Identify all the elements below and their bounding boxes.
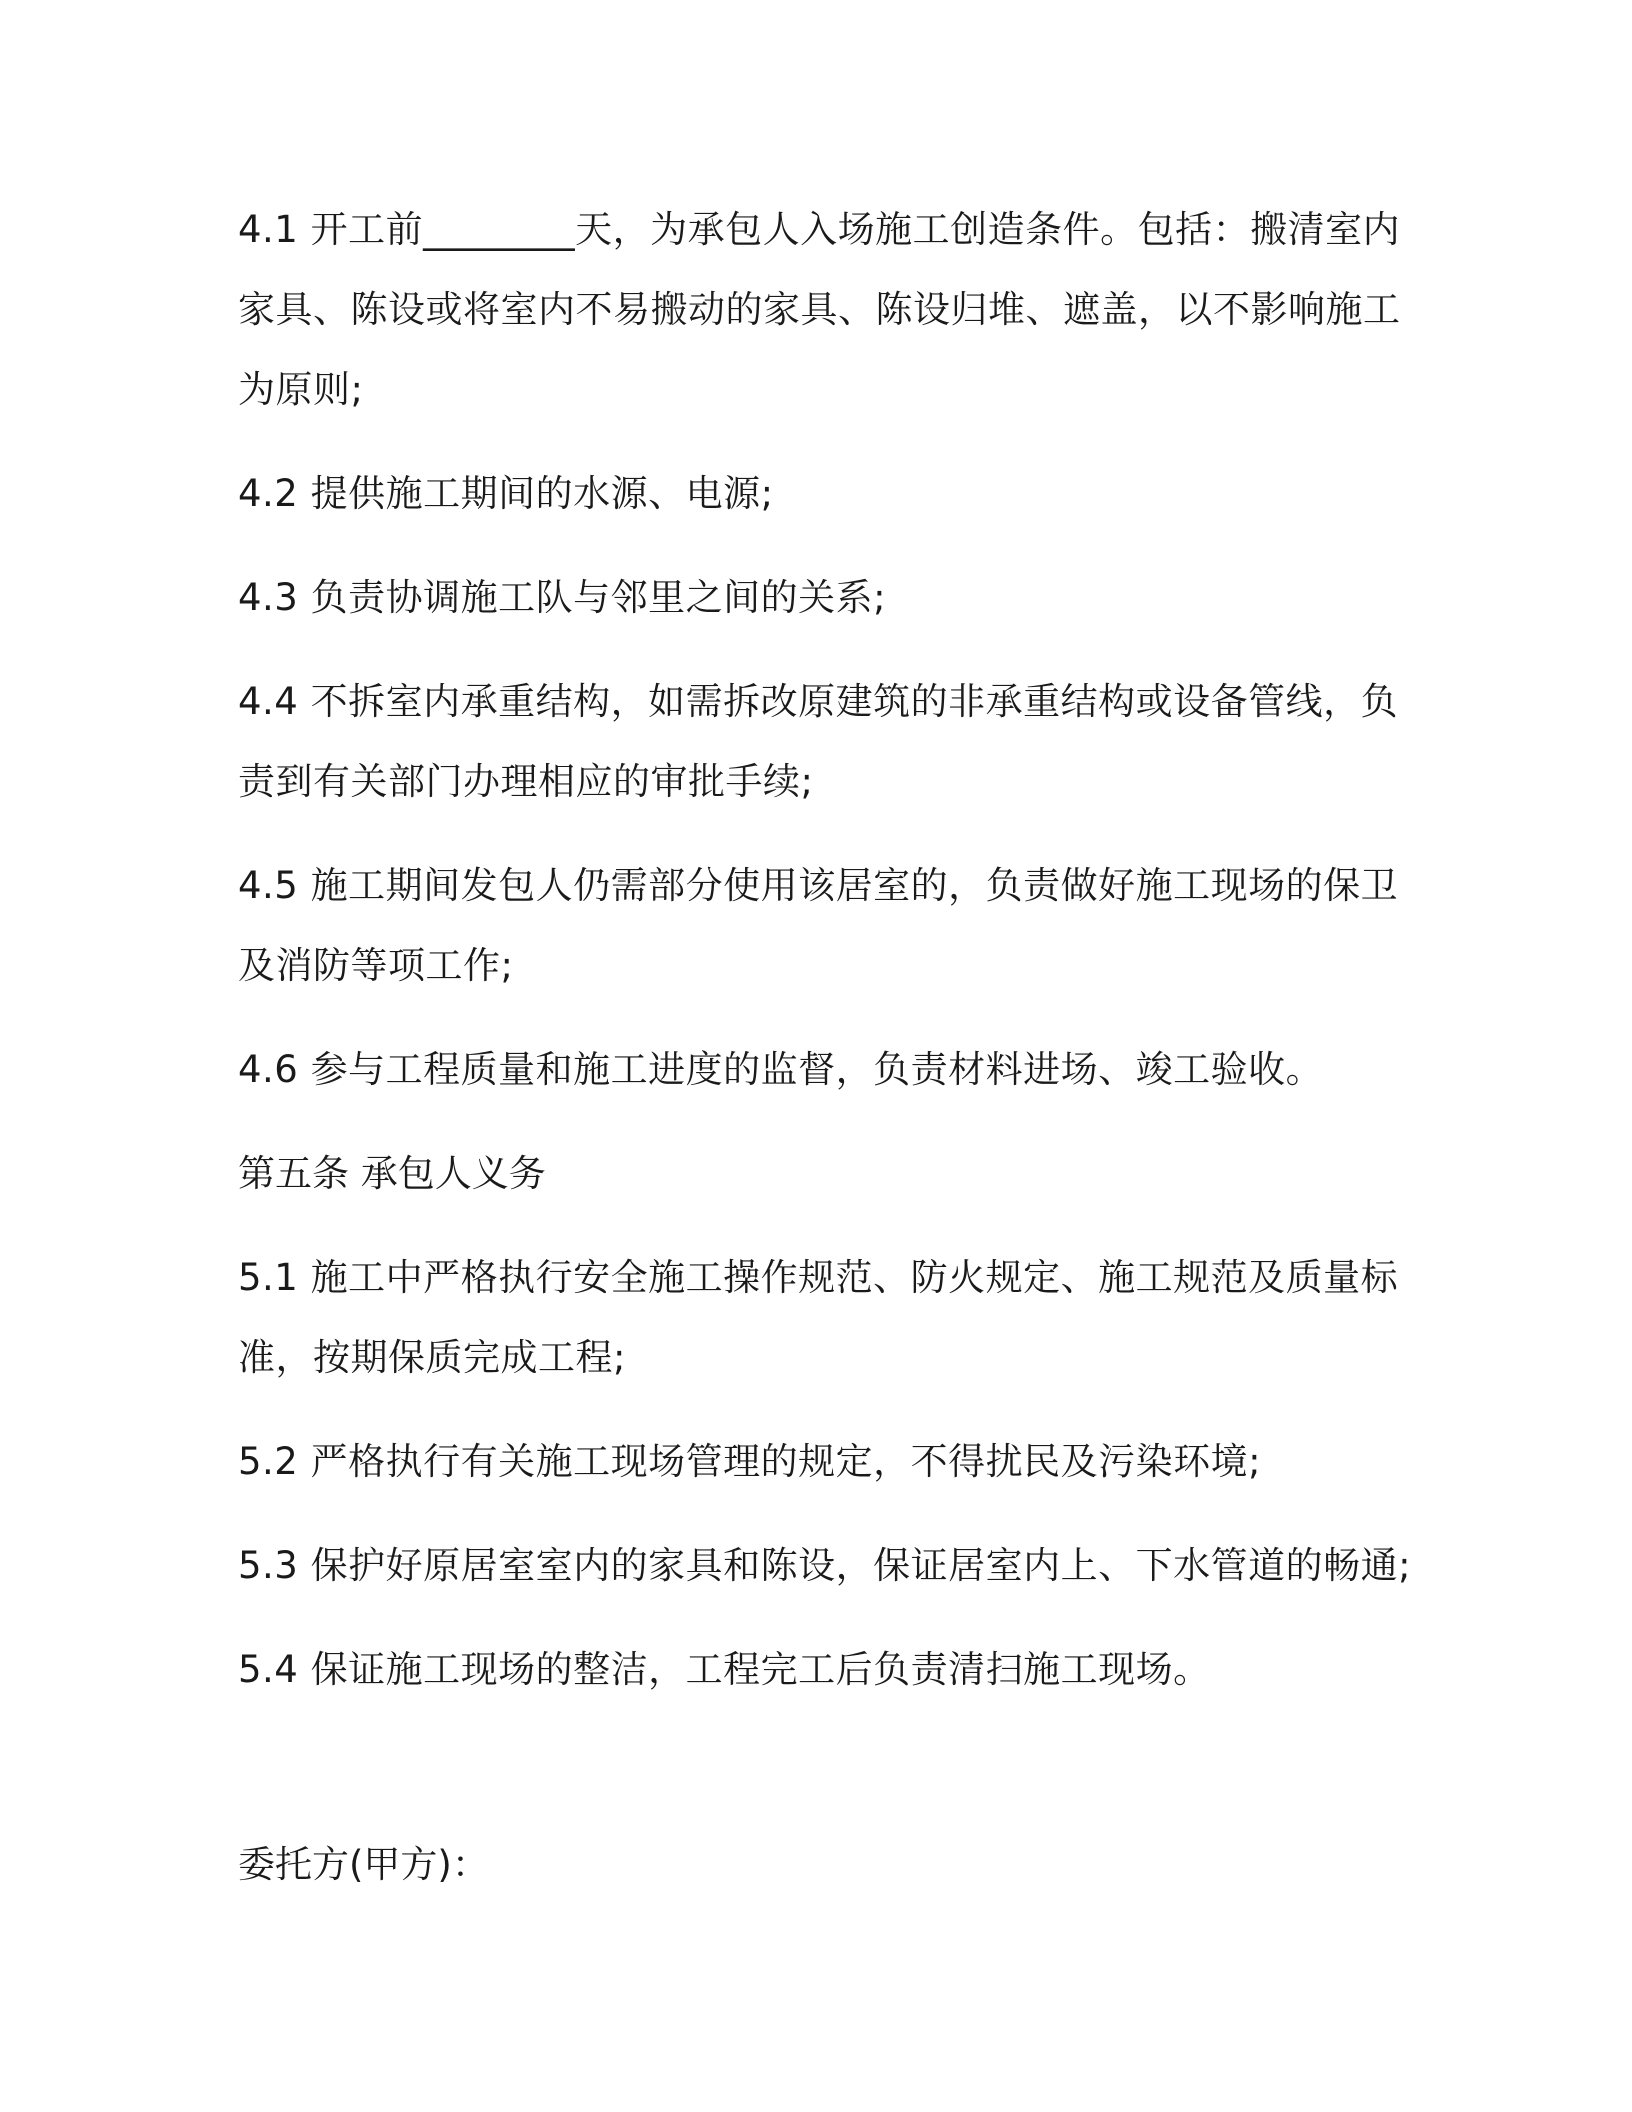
clause-5-4: 5.4 保证施工现场的整洁，工程完工后负责清扫施工现场。	[238, 1648, 1211, 1691]
clause-4-1: 4.1 开工前________天，为承包人入场施工创造条件。包括：搬清室内家具、陈设或将室内不易搬动的家具、陈设归堆、遮盖，以不影响施工为原则;	[238, 208, 1401, 411]
section-5-heading: 第五条 承包人义务	[238, 1152, 546, 1195]
clause-4-3: 4.3 负责协调施工队与邻里之间的关系;	[238, 576, 887, 619]
client-signature-label: 委托方(甲方)：	[238, 1843, 489, 1886]
clause-4-5: 4.5 施工期间发包人仍需部分使用该居室的，负责做好施工现场的保卫及消防等项工作;	[238, 864, 1399, 987]
clause-5-3: 5.3 保护好原居室室内的家具和陈设，保证居室内上、下水管道的畅通;	[238, 1544, 1412, 1587]
clause-4-2: 4.2 提供施工期间的水源、电源;	[238, 472, 774, 515]
clause-4-6: 4.6 参与工程质量和施工进度的监督，负责材料进场、竣工验收。	[238, 1048, 1324, 1091]
clause-5-1: 5.1 施工中严格执行安全施工操作规范、防火规定、施工规范及质量标准，按期保质完成工程;	[238, 1256, 1399, 1379]
clause-4-4: 4.4 不拆室内承重结构，如需拆改原建筑的非承重结构或设备管线，负责到有关部门办理相应的审批手续;	[238, 680, 1399, 803]
clause-5-2: 5.2 严格执行有关施工现场管理的规定，不得扰民及污染环境;	[238, 1440, 1262, 1483]
document-body	[238, 190, 1418, 1734]
